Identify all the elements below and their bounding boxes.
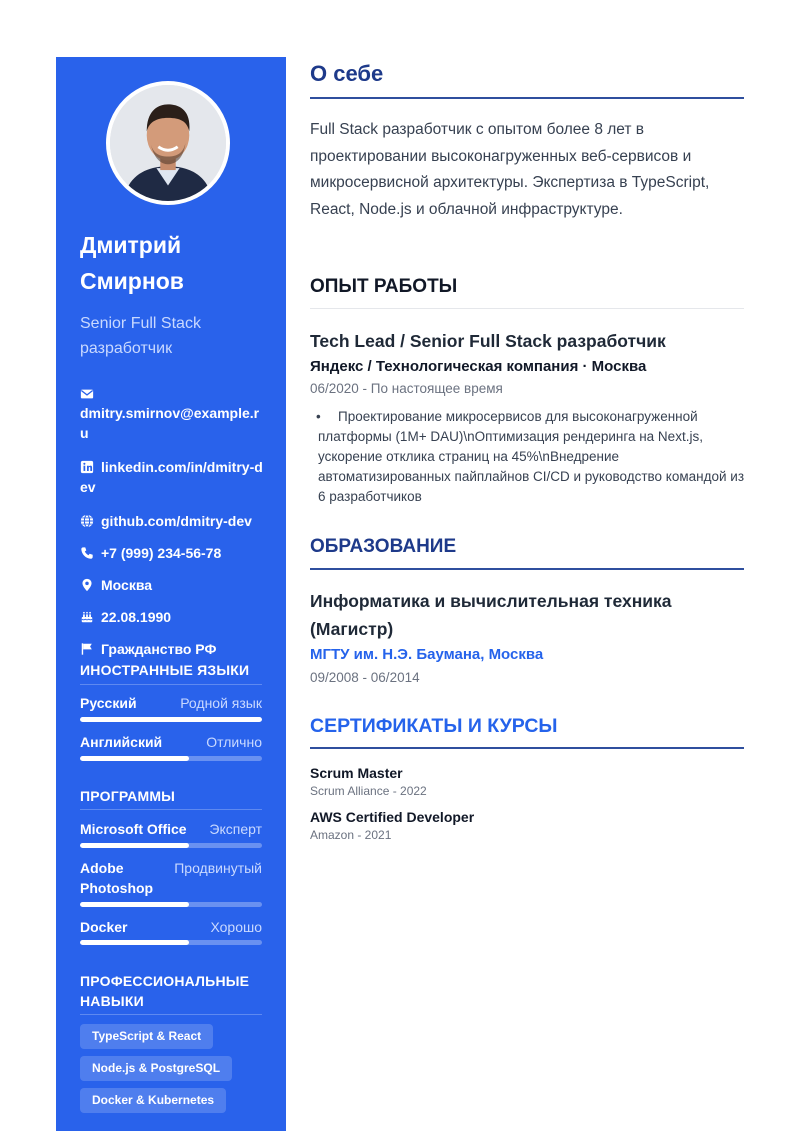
- contact-birthdate: [80, 607, 266, 627]
- certificates-heading: СЕРТИФИКАТЫ И КУРСЫ: [310, 715, 558, 737]
- candidate-title: Senior Full Stack разработчик: [80, 315, 201, 357]
- program-name: Adobe Photoshop: [80, 860, 154, 896]
- about-text: Full Stack разработчик с опытом более 8 лет в проектировании высоконагруженных веб-сервисов и микросервисной архитектуры. Экспертиза в TypeScript, React, Node.js и облачной инфраструктуре.: [310, 121, 710, 218]
- job-dates: 06/2020 - По настоящее время: [310, 381, 503, 396]
- certificate-meta: Scrum Alliance - 2022: [310, 784, 427, 798]
- map-pin-icon: [80, 578, 94, 592]
- education-school: МГТУ им. Н.Э. Баумана, Москва: [310, 646, 544, 663]
- language-level: Отлично: [206, 734, 262, 750]
- contact-phone-text: +7 (999) 234-56-78: [101, 545, 222, 561]
- education-heading: ОБРАЗОВАНИЕ: [310, 536, 457, 557]
- skill-tag: TypeScript & React: [80, 1024, 213, 1049]
- portrait-image: [110, 85, 226, 201]
- education-dates: 09/2008 - 06/2014: [310, 670, 420, 685]
- program-level-fill: [80, 940, 189, 945]
- profile-photo: [106, 81, 230, 205]
- bullet-dot-icon: •: [316, 409, 321, 424]
- envelope-icon: [80, 387, 94, 401]
- contact-birthdate-text: 22.08.1990: [101, 609, 172, 625]
- contact-location: [80, 575, 266, 595]
- program-name: Docker: [80, 919, 128, 935]
- skill-tag: Node.js & PostgreSQL: [80, 1056, 232, 1081]
- languages-heading: ИНОСТРАННЫЕ ЯЗЫКИ: [80, 662, 250, 678]
- contact-phone[interactable]: [80, 543, 266, 563]
- education-divider: [310, 568, 744, 570]
- candidate-name: Дмитрий Смирнов: [80, 232, 184, 294]
- linkedin-icon: [80, 460, 94, 474]
- contact-github-text: github.com/dmitry-dev: [101, 513, 252, 529]
- skill-tag: Docker & Kubernetes: [80, 1088, 226, 1113]
- certificate-name: Scrum Master: [310, 765, 403, 781]
- sidebar: [56, 57, 286, 1131]
- certificates-divider: [310, 747, 744, 749]
- job-company: Яндекс / Технологическая компания · Москва: [310, 358, 647, 375]
- program-level-bar: [80, 940, 262, 945]
- program-level: Эксперт: [209, 821, 262, 837]
- languages-divider: [80, 684, 262, 685]
- job-bullet-text: Проектирование микросервисов для высоконагруженной платформы (1M+ DAU)\nОптимизация рендеринга на Next.js, ускорение отклика страниц на 45%\nВнедрение автоматизированных пайплайнов CI/CD и руководство командой из 6 разработчиков: [318, 409, 745, 504]
- program-level-bar: [80, 902, 262, 907]
- programs-divider: [80, 809, 262, 810]
- phone-icon: [80, 546, 94, 560]
- experience-divider: [310, 308, 744, 309]
- contact-citizenship: [80, 639, 266, 659]
- language-name: Русский: [80, 695, 137, 711]
- contact-email[interactable]: [80, 387, 266, 443]
- contact-email-text: dmitry.smirnov@example.ru: [80, 405, 260, 441]
- programs-heading: ПРОГРАММЫ: [80, 788, 176, 804]
- experience-heading: ОПЫТ РАБОТЫ: [310, 276, 458, 297]
- about-heading: О себе: [310, 61, 384, 86]
- birthday-cake-icon: [80, 610, 94, 624]
- language-name: Английский: [80, 734, 163, 750]
- about-divider: [310, 97, 744, 99]
- program-row: [80, 858, 262, 898]
- language-level: Родной язык: [180, 695, 262, 711]
- contact-citizenship-text: Гражданство РФ: [101, 641, 217, 657]
- skills-heading: ПРОФЕССИОНАЛЬНЫЕ НАВЫКИ: [80, 973, 250, 1009]
- contact-location-text: Москва: [101, 577, 153, 593]
- contact-linkedin-text: linkedin.com/in/dmitry-dev: [80, 459, 263, 495]
- education-degree: Информатика и вычислительная техника (Магистр): [310, 591, 672, 639]
- skills-divider: [80, 1014, 262, 1015]
- job-bullet: [310, 407, 750, 507]
- globe-icon: [80, 514, 94, 528]
- program-level-fill: [80, 843, 189, 848]
- certificate-meta: Amazon - 2021: [310, 828, 392, 842]
- contact-github[interactable]: [80, 511, 266, 531]
- flag-icon: [80, 642, 94, 656]
- program-level: Хорошо: [210, 919, 262, 935]
- certificate-name: AWS Certified Developer: [310, 809, 475, 825]
- contact-linkedin[interactable]: [80, 457, 266, 497]
- program-name: Microsoft Office: [80, 821, 187, 837]
- program-level: Продвинутый: [174, 860, 262, 876]
- job-bullets: [310, 407, 750, 507]
- language-level-fill: [80, 717, 262, 722]
- program-level-bar: [80, 843, 262, 848]
- job-role: Tech Lead / Senior Full Stack разработчик: [310, 331, 666, 351]
- language-level-fill: [80, 756, 189, 761]
- language-level-bar: [80, 756, 262, 761]
- language-level-bar: [80, 717, 262, 722]
- program-level-fill: [80, 902, 189, 907]
